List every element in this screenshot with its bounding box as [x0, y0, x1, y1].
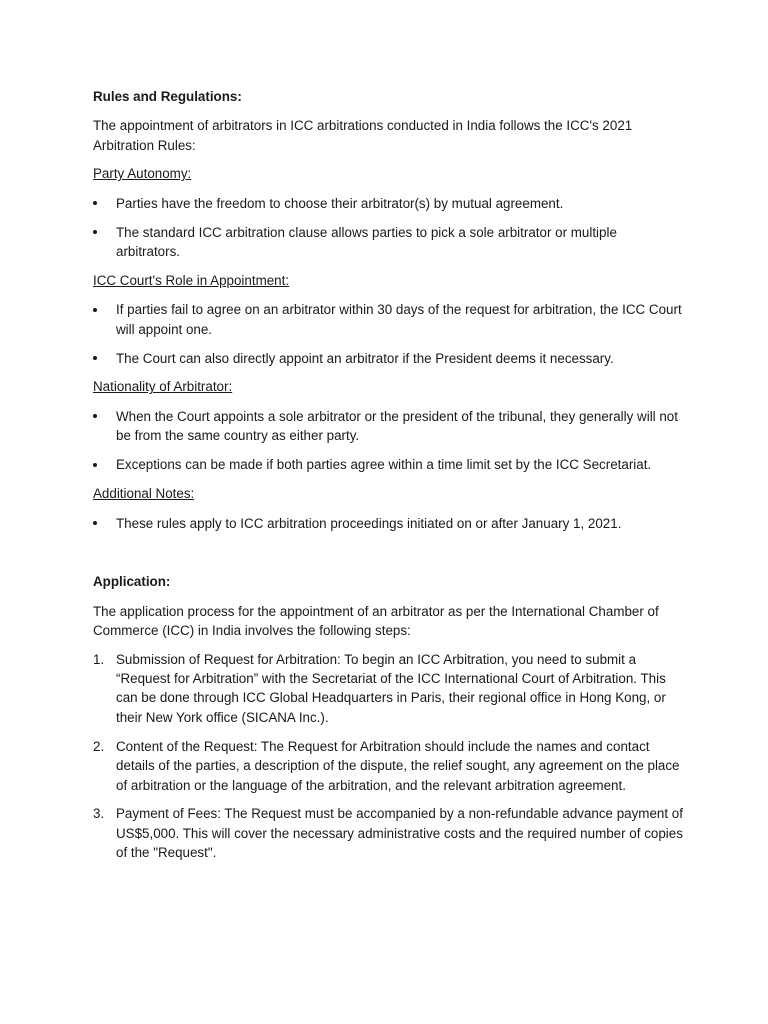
bullet-icon: [93, 300, 103, 319]
rules-intro: The appointment of arbitrators in ICC arbitrations conducted in India follows the ICC's 2021 Arbitration Rules:: [93, 118, 633, 153]
bullet-list-court-role: [93, 300, 683, 368]
list-item: These rules apply to ICC arbitration proceedings initiated on or after January 1, 2021.: [93, 514, 683, 533]
bullet-list-nationality: [93, 407, 683, 475]
list-item: 1. Submission of Request for Arbitration: To begin an ICC Arbitration, you need to submit a “Request for Arbitration” with the Secretariat of the ICC International Court of Arbitration. This can be done through ICC Global Headquarters in Paris, their regional office in Hong Kong, or their New York office (SICANA Inc.).: [93, 651, 666, 725]
bullet-icon: [93, 349, 103, 368]
bullet-icon: [93, 514, 103, 533]
section-title-nationality: Nationality of Arbitrator:: [93, 379, 233, 395]
list-item: Parties have the freedom to choose their arbitrator(s) by mutual agreement.: [93, 194, 683, 213]
list-item: 2. Content of the Request: The Request for Arbitration should include the names and contact details of the parties, a description of the dispute, the relief sought, any agreement on the place of arbitration or the language of the arbitration, and the relevant arbitration agreement.: [93, 738, 680, 793]
list-item: The Court can also directly appoint an arbitrator if the President deems it necessary.: [93, 349, 683, 368]
application-intro: The application process for the appointment of an arbitrator as per the International Chamber of Commerce (ICC) in India involves the following steps:: [93, 603, 659, 639]
list-item: Exceptions can be made if both parties agree within a time limit set by the ICC Secretariat.: [93, 455, 683, 474]
bullet-list-party-autonomy: [93, 194, 683, 262]
section-title-party-autonomy: Party Autonomy:: [93, 166, 192, 182]
application-steps: [93, 650, 683, 863]
bullet-icon: [93, 194, 103, 213]
section-title-additional-notes: Additional Notes:: [93, 486, 195, 502]
list-item: When the Court appoints a sole arbitrator or the president of the tribunal, they generally will not be from the same country as either party.: [93, 407, 683, 446]
bullet-list-additional-notes: [93, 514, 683, 533]
step-number: 1.: [93, 651, 105, 667]
list-item: 3. Payment of Fees: The Request must be accompanied by a non-refundable advance payment of US$5,000. This will cover the necessary administrative costs and the required number of copies of the "Request".: [93, 806, 683, 861]
list-item: If parties fail to agree on an arbitrator within 30 days of the request for arbitration, the ICC Court will appoint one.: [93, 300, 683, 339]
step-number: 3.: [93, 806, 105, 822]
rules-heading: Rules and Regulations:: [93, 89, 242, 104]
bullet-icon: [93, 455, 103, 474]
bullet-icon: [93, 407, 103, 426]
application-heading: Application:: [93, 574, 171, 590]
bullet-icon: [93, 223, 103, 242]
document-body: [93, 87, 683, 872]
step-number: 2.: [93, 738, 105, 754]
section-spacer: [93, 542, 683, 572]
list-item: The standard ICC arbitration clause allows parties to pick a sole arbitrator or multiple arbitrators.: [93, 223, 683, 262]
section-title-court-role: ICC Court's Role in Appointment:: [93, 272, 290, 288]
